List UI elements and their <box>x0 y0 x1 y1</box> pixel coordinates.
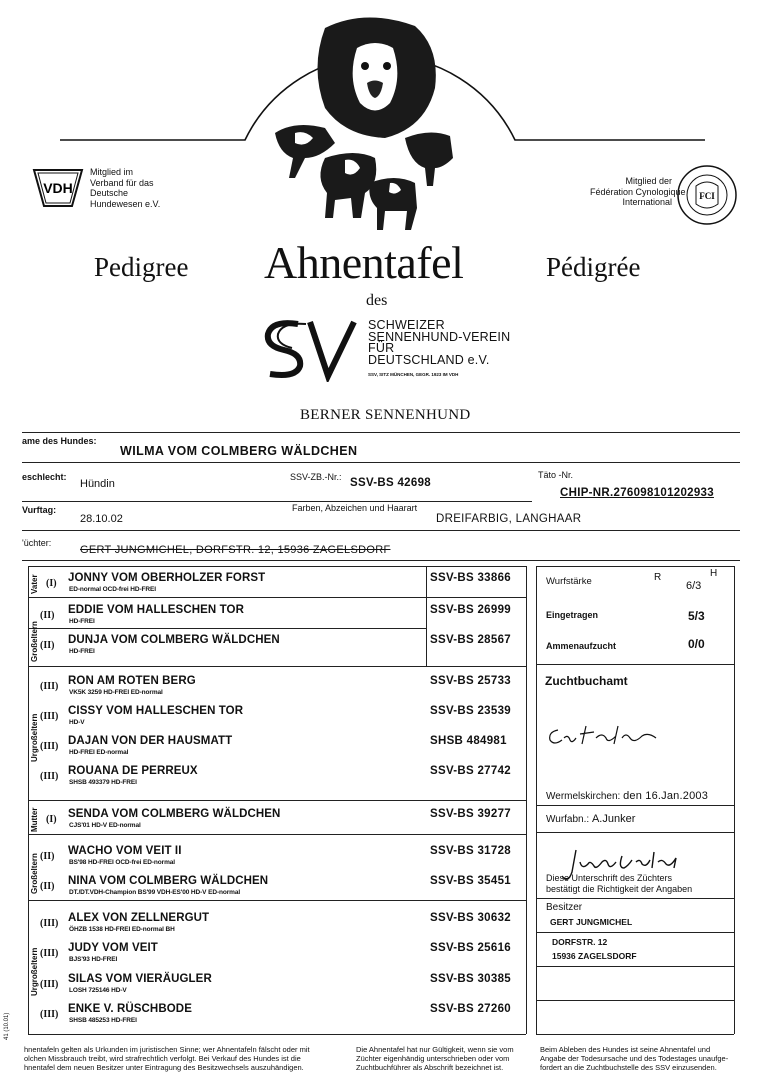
ancestor-health-info: SHSB 485253 HD-FREI <box>69 1017 137 1024</box>
eingetragen-label: Eingetragen <box>546 610 599 620</box>
club-line: FÜR <box>368 341 395 355</box>
ancestor-row <box>30 572 524 600</box>
ancestor-name: DAJAN VON DER HAUSMATT <box>68 735 233 747</box>
ancestor-name: JUDY VOM VEIT <box>68 942 158 954</box>
ancestor-registration: SSV-BS 26999 <box>430 604 511 616</box>
table-border-bottom <box>28 1034 526 1035</box>
breed-name: BERNER SENNENHUND <box>300 407 471 423</box>
ancestor-name: SILAS VOM VIERÄUGLER <box>68 973 212 985</box>
panel-divider <box>536 1000 734 1001</box>
club-line: SCHWEIZER <box>368 318 445 332</box>
ssv-zb-label: SSV-ZB.-Nr.: <box>290 472 342 482</box>
wurfabn-value: A.Junker <box>591 813 636 825</box>
divider <box>22 462 740 463</box>
wurfstaerke-mark-r: R <box>654 572 662 583</box>
ancestor-generation: (I) <box>46 578 57 589</box>
ancestor-row <box>30 634 524 662</box>
place-date <box>546 790 708 802</box>
table-border-mid <box>526 566 527 1034</box>
panel-border-right <box>734 566 735 1034</box>
ancestor-row <box>30 705 524 733</box>
ancestor-registration: SHSB 484981 <box>430 735 507 747</box>
vdh-line: Mitglied im <box>90 167 134 177</box>
ancestor-registration: SSV-BS 23539 <box>430 705 511 717</box>
fci-line: Fédération Cynologique <box>590 186 686 197</box>
ancestor-health-info: DT./DT.VDH-Champion BS'99 VDH-ES'00 HD-V ED-normal <box>69 889 241 896</box>
divider <box>22 432 740 433</box>
footer-line: Die Ahnentafel hat nur Gültigkeit, wenn sie vom <box>356 1045 514 1054</box>
ancestor-row <box>30 604 524 632</box>
place-date-value: den 16.Jan.2003 <box>623 790 709 802</box>
svg-text:FCI: FCI <box>699 191 715 201</box>
owner-label: Besitzer <box>546 902 583 913</box>
dog-color: DREIFARBIG, LANGHAAR <box>436 513 582 525</box>
ancestor-generation: (II) <box>40 851 55 862</box>
wurfstaerke-value: 6/3 <box>686 580 702 592</box>
ancestor-health-info: CJS'01 HD-V ED-normal <box>69 822 141 829</box>
svg-text:Ca Fecher: Ca Fecher <box>546 720 551 721</box>
section-label-grosseltern: Großeltern <box>30 853 39 894</box>
ancestor-generation: (III) <box>40 711 59 722</box>
zuchtbuchamt-signature <box>546 720 666 750</box>
vdh-membership <box>90 167 160 209</box>
panel-border-left <box>536 566 537 1034</box>
panel-divider <box>536 898 734 899</box>
ancestor-row <box>30 973 524 1001</box>
ancestor-registration: SSV-BS 31728 <box>430 845 511 857</box>
ancestor-name: CISSY VOM HALLESCHEN TOR <box>68 705 244 717</box>
fci-seal-logo <box>676 164 738 226</box>
birth-label: Vurftag: <box>22 505 57 515</box>
breeder-name: GERT JUNGMICHEL, DORFSTR. 12, 15936 ZAGELSDORF <box>80 544 391 556</box>
club-name <box>368 320 510 366</box>
panel-border-top <box>536 566 734 567</box>
section-label-urgrosseltern: Urgroßeltern <box>30 947 39 996</box>
footer-validity-note <box>356 1045 531 1072</box>
owner-name: GERT JUNGMICHEL <box>550 917 633 927</box>
ammenaufzucht-value: 0/0 <box>688 637 705 651</box>
owner-city: 15936 ZAGELSDORF <box>552 951 637 961</box>
color-label: Farben, Abzeichen und Haarart <box>292 503 418 513</box>
ancestor-health-info: VK5K 3259 HD-FREI ED-normal <box>69 689 163 696</box>
ancestor-registration: SSV-BS 33866 <box>430 572 511 584</box>
ancestor-row <box>30 845 524 873</box>
wurfabn-label: Wurfabn.: <box>546 814 590 825</box>
ancestor-registration: SSV-BS 30632 <box>430 912 511 924</box>
ancestor-health-info: HD-FREI <box>69 648 95 655</box>
ancestor-name: EDDIE VOM HALLESCHEN TOR <box>68 604 244 616</box>
table-border-top <box>28 566 526 567</box>
section-label-mutter: Mutter <box>30 807 39 832</box>
ancestor-name: DUNJA VOM COLMBERG WÄLDCHEN <box>68 634 280 646</box>
ancestor-generation: (III) <box>40 1009 59 1020</box>
breeder-label: 'üchter: <box>22 538 52 548</box>
section-label-urgrosseltern: Urgroßeltern <box>30 713 39 762</box>
chip-number: CHIP-NR.276098101202933 <box>560 487 714 499</box>
footer-line: Beim Ableben des Hundes ist seine Ahnentafel und <box>540 1045 711 1054</box>
footer-line: hnentafeln gelten als Urkunden im juristischen Sinne; wer Ahnentafeln fälscht oder mit <box>24 1045 310 1054</box>
page-title: Ahnentafel <box>264 237 464 288</box>
ancestor-registration: SSV-BS 25616 <box>430 942 511 954</box>
des-text: des <box>366 292 388 309</box>
ancestor-generation: (III) <box>40 771 59 782</box>
footer-legal-note <box>24 1045 344 1072</box>
ancestor-name: RON AM ROTEN BERG <box>68 675 196 687</box>
panel-divider <box>536 832 734 833</box>
panel-divider <box>536 805 734 806</box>
footer-line: Zuchtbuchführer als Abschrift bezeichnet ist. <box>356 1063 504 1072</box>
ancestor-generation: (III) <box>40 948 59 959</box>
ancestor-registration: SSV-BS 39277 <box>430 808 511 820</box>
ancestor-health-info: HD-V <box>69 719 85 726</box>
section-label-grosseltern: Großeltern <box>30 621 39 662</box>
divider <box>22 560 740 561</box>
ancestor-generation: (II) <box>40 881 55 892</box>
ancestor-health-info: BJS'93 HD-FREI <box>69 956 118 963</box>
ancestor-name: ENKE V. RÜSCHBODE <box>68 1003 192 1015</box>
ancestor-row <box>30 875 524 903</box>
divider <box>22 530 740 531</box>
club-line: SENNENHUND-VEREIN <box>368 329 511 344</box>
panel-border-bottom <box>536 1034 734 1035</box>
ancestor-name: ALEX VON ZELLNERGUT <box>68 912 210 924</box>
ancestor-generation: (II) <box>40 610 55 621</box>
ancestor-registration: SSV-BS 27742 <box>430 765 511 777</box>
footer-death-note <box>540 1045 745 1072</box>
ancestor-health-info: SHSB 493379 HD-FREI <box>69 779 137 786</box>
footer-line: olchen Missbrauch treibt, wird strafrechtlich verfolgt. Bei Verkauf des Hundes ist die <box>24 1054 301 1063</box>
ancestor-row <box>30 675 524 703</box>
section-divider <box>28 800 526 801</box>
ancestor-generation: (II) <box>40 640 55 651</box>
wurfstaerke-label: Wurfstärke <box>546 576 592 587</box>
breeder-confirmation <box>546 873 692 894</box>
ancestor-generation: (III) <box>40 979 59 990</box>
ancestor-row <box>30 808 524 836</box>
vdh-line: Verband für das <box>90 177 154 188</box>
pedigree-english: Pedigree <box>94 252 189 282</box>
wurfabnahme <box>546 813 635 825</box>
divider <box>22 501 532 502</box>
section-divider <box>28 666 526 667</box>
ancestor-registration: SSV-BS 27260 <box>430 1003 511 1015</box>
ancestor-registration: SSV-BS 25733 <box>430 675 511 687</box>
ancestor-row <box>30 942 524 970</box>
ancestor-generation: (III) <box>40 918 59 929</box>
vdh-line: Hundewesen e.V. <box>90 198 161 209</box>
ancestor-registration: SSV-BS 35451 <box>430 875 511 887</box>
pedigree-french: Pédigrée <box>546 252 641 282</box>
ssv-zb-number: SSV-BS 42698 <box>350 477 431 489</box>
footer-line: hnentafel dem neuen Besitzer unter Eintragung des Besitzwechsels auszuhändigen. <box>24 1063 304 1072</box>
ancestor-health-info: HD-FREI ED-normal <box>69 749 129 756</box>
panel-divider <box>536 966 734 967</box>
ancestor-row <box>30 765 524 793</box>
ancestor-name: WACHO VOM VEIT II <box>68 845 182 857</box>
ancestor-row <box>30 912 524 940</box>
ancestor-generation: (I) <box>46 814 57 825</box>
fci-line: Mitglied der <box>625 176 672 186</box>
ancestor-row <box>30 1003 524 1031</box>
ancestor-registration: SSV-BS 28567 <box>430 634 511 646</box>
ssv-club-logo <box>262 318 362 382</box>
ancestor-health-info: LOSH 725146 HD-V <box>69 987 127 994</box>
club-subline: SSV, SITZ MÜNCHEN, GEGR. 1923 IM VDH <box>368 372 459 377</box>
place-date-prefix: Wermelskirchen: <box>546 791 621 802</box>
svg-text:VDH: VDH <box>43 180 73 196</box>
vdh-logo <box>28 166 88 210</box>
eingetragen-value: 5/3 <box>688 609 705 623</box>
footer-line: Züchter eigenhändig unterschrieben oder vom <box>356 1054 510 1063</box>
fci-line: International <box>622 197 672 207</box>
ancestor-health-info: BS'98 HD-FREI OCD-frei ED-normal <box>69 859 175 866</box>
footer-line: fordert an die Zuchtbuchstelle des SSV einzusenden. <box>540 1063 717 1072</box>
svg-text:Jungmichel: Jungmichel <box>562 846 568 847</box>
panel-divider <box>536 664 734 665</box>
svg-text:SSV: SSV <box>262 318 265 319</box>
vdh-line: Deutsche <box>90 188 129 198</box>
ancestor-name: SENDA VOM COLMBERG WÄLDCHEN <box>68 808 281 820</box>
ancestor-name: JONNY VOM OBERHOLZER FORST <box>68 572 266 584</box>
panel-divider <box>536 932 734 933</box>
ancestor-row <box>30 735 524 763</box>
club-line: DEUTSCHLAND e.V. <box>368 352 490 367</box>
dog-birth-date: 28.10.02 <box>80 513 123 525</box>
ammenaufzucht-label: Ammenaufzucht <box>546 641 617 651</box>
bernese-dogs-illustration <box>265 8 465 238</box>
ancestor-name: ROUANA DE PERREUX <box>68 765 198 777</box>
sex-label: eschlecht: <box>22 472 67 482</box>
ancestor-generation: (III) <box>40 741 59 752</box>
ancestor-name: NINA VOM COLMBERG WÄLDCHEN <box>68 875 269 887</box>
owner-street: DORFSTR. 12 <box>552 937 608 947</box>
confirm-line: Diese Unterschrift des Züchters <box>546 873 673 883</box>
form-number: 41 (10.01) <box>4 1012 10 1040</box>
zuchtbuchamt-heading: Zuchtbuchamt <box>545 674 628 688</box>
ancestor-health-info: HD-FREI <box>69 618 95 625</box>
footer-line: Angabe der Todesursache und des Todestages unaufge- <box>540 1054 729 1063</box>
confirm-line: bestätigt die Richtigkeit der Angaben <box>546 883 693 894</box>
wurfstaerke-mark-h: H <box>710 568 718 579</box>
ancestor-registration: SSV-BS 30385 <box>430 973 511 985</box>
ancestor-health-info: ED-normal OCD-frei HD-FREI <box>69 586 156 593</box>
section-label-vater: Vater <box>30 574 39 594</box>
ancestor-health-info: ÖHZB 1538 HD-FREI ED-normal BH <box>69 926 175 933</box>
dog-sex: Hündin <box>80 478 115 490</box>
dog-name: WILMA VOM COLMBERG WÄLDCHEN <box>120 444 358 458</box>
tato-label: Täto -Nr. <box>538 470 574 480</box>
name-label: ame des Hundes: <box>22 436 97 446</box>
fci-membership <box>590 176 686 208</box>
ancestor-generation: (III) <box>40 681 59 692</box>
